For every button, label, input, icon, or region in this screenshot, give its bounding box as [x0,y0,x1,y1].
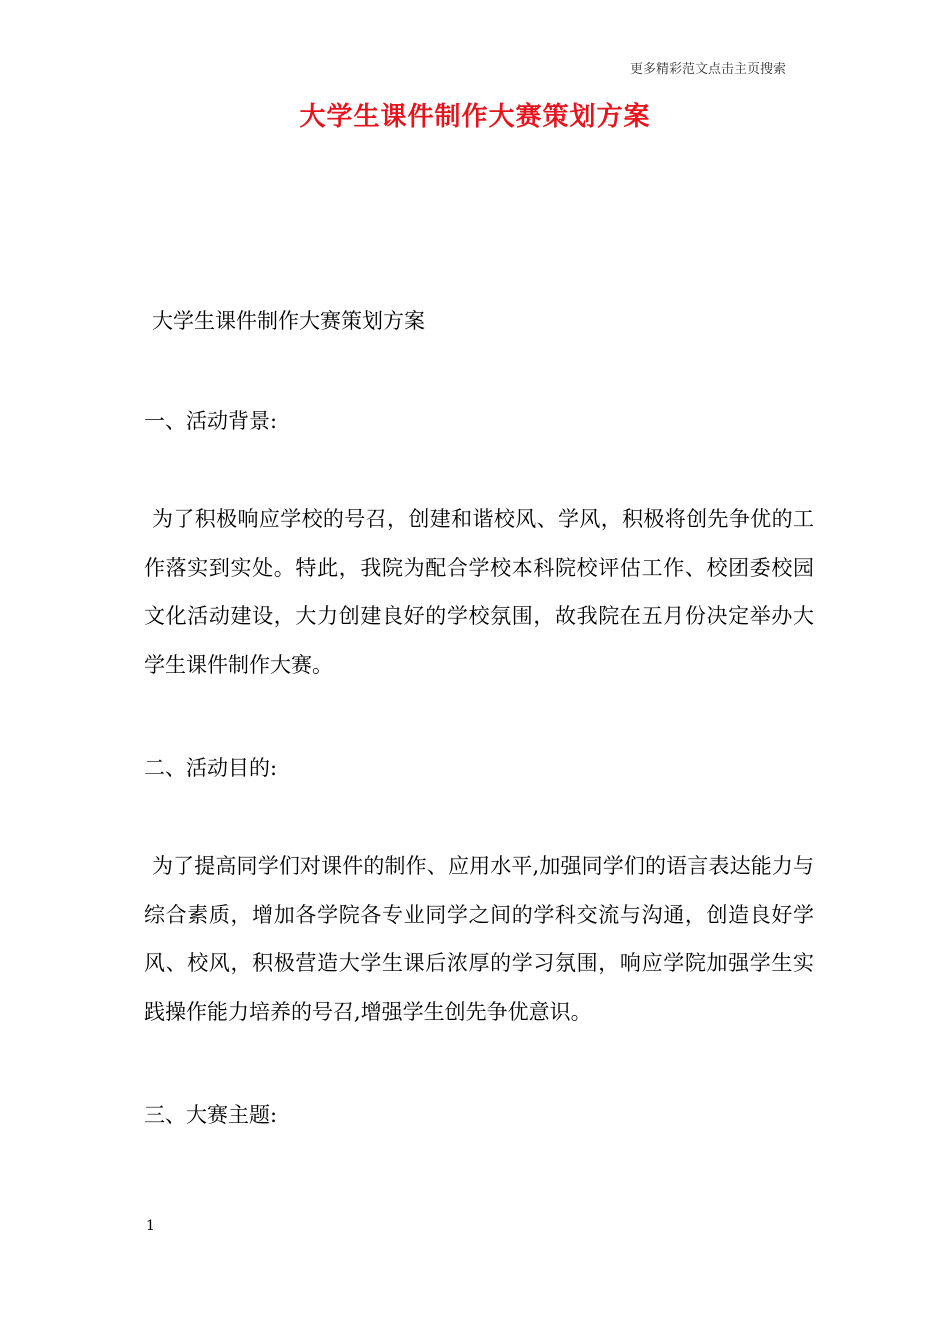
section-paragraph-purpose: 为了提高同学们对课件的制作、应用水平,加强同学们的语言表达能力与综合素质，增加各学院各专业同学之间的学科交流与沟通，创造良好学风、校风，积极营造大学生课后浓厚的学习氛围，响应学院加强学生实践操作能力培养的号召,增强学生创先争优意识。 [144,854,814,1024]
section-heading-purpose: 二、活动目的: [144,756,278,780]
page-number: 1 [146,1218,155,1234]
section-paragraph-background: 为了积极响应学校的号召，创建和谐校风、学风，积极将创先争优的工作落实到实处。特此，我院为配合学校本科院校评估工作、校团委校园文化活动建设，大力创建良好的学校氛围，故我院在五月份决定举办大学生课件制作大赛。 [144,507,814,677]
document-subtitle: 大学生课件制作大赛策划方案 [152,309,425,333]
header-note: 更多精彩范文点击主页搜索 [630,62,787,77]
section-heading-background: 一、活动背景: [144,409,278,433]
section-heading-theme: 三、大赛主题: [144,1103,278,1127]
document-title: 大学生课件制作大赛策划方案 [299,102,651,132]
